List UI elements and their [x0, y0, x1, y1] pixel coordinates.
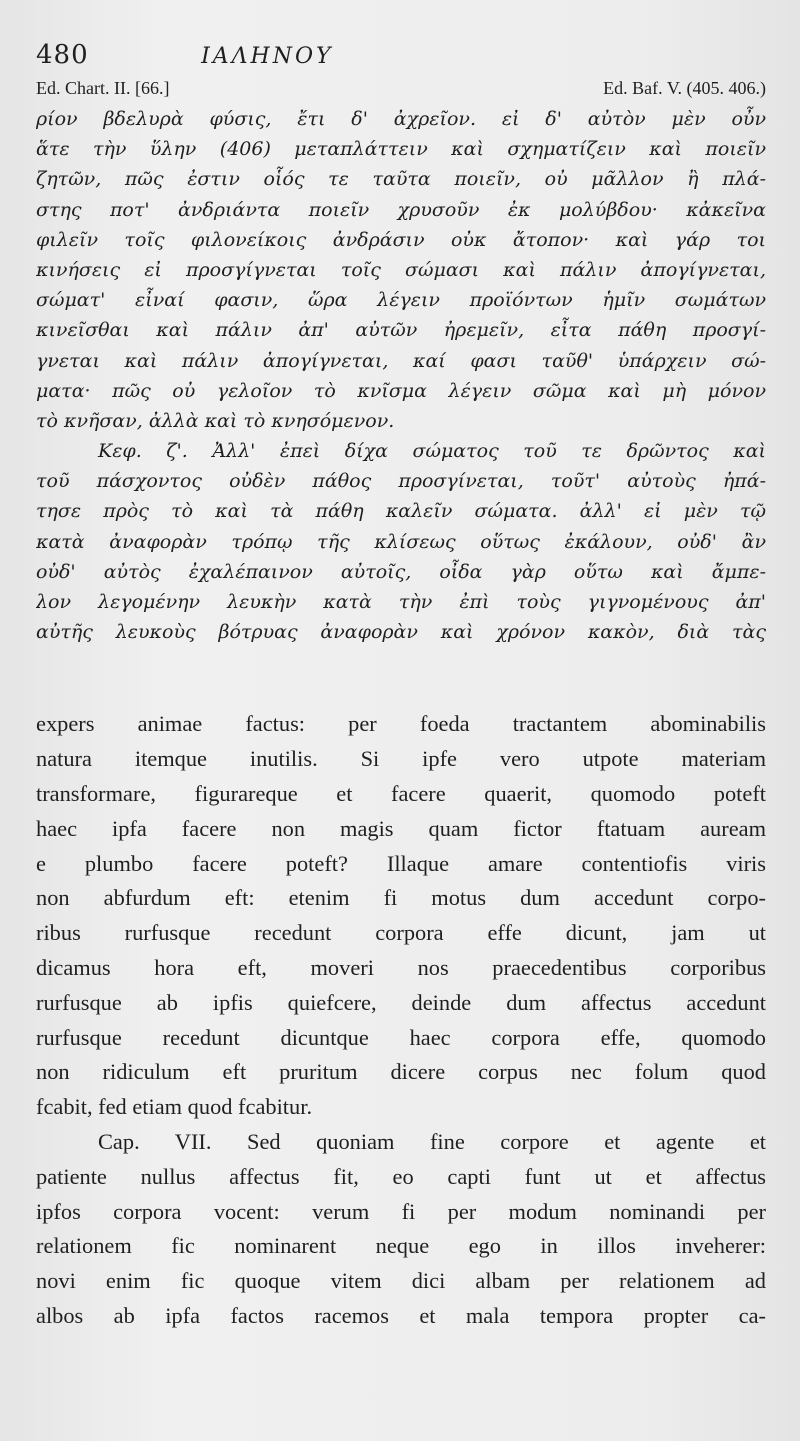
greek-line: ρίον βδελυρὰ φύσις, ἔτι δ' ἀχρεῖον. εἰ δ' αὐτὸν μὲν οὖν — [36, 108, 766, 130]
greek-line: αὐτῆς λευκοὺς βότρυας ἀναφορὰν καὶ χρόνον κακὸν, διὰ τὰς — [36, 621, 766, 644]
greek-chapter-heading-line: Κεφ. ζ'. Ἀλλ' ἐπεὶ δίχα σώματος τοῦ τε δρῶντος καὶ — [98, 440, 766, 463]
latin-line: fcabit, fed etiam quod fcabitur. — [36, 1094, 313, 1120]
latin-line: transformare, figurareque et facere quaerit, quomodo poteft — [36, 780, 766, 806]
greek-line: φιλεῖν τοῖς φιλονείκοις ἀνδράσιν οὐκ ἄτοπον· καὶ γάρ τοι — [36, 228, 766, 251]
latin-line: ribus rurfusque recedunt corpora effe dicunt, jam ut — [36, 920, 766, 946]
latin-line: e plumbo facere poteft? Illaque amare contentiofis viris — [36, 850, 766, 876]
greek-line: οὐδ' αὐτὸς ἐχαλέπαινον αὐτοῖς, οἶδα γὰρ οὕτω καὶ ἄμπε- — [36, 560, 766, 583]
latin-line: albos ab ipfa factos racemos et mala tempora propter ca- — [36, 1302, 766, 1328]
greek-text-block — [36, 104, 766, 647]
latin-line: expers animae factus: per foeda tractantem abominabilis — [36, 711, 766, 737]
greek-line: τὸ κνῆσαν, ἀλλὰ καὶ τὸ κνησόμενον. — [36, 409, 395, 432]
greek-line: σώματ' εἶναί φασιν, ὥρα λέγειν προϊόντων ἡμῖν σωμάτων — [36, 289, 766, 312]
edition-reference-right: Ed. Baf. V. (405. 406.) — [603, 78, 766, 98]
page-header — [36, 40, 766, 74]
latin-line: relationem fic nominarent neque ego in illos inveherer: — [36, 1233, 766, 1259]
greek-line: κινεῖσθαι καὶ πάλιν ἀπ' αὐτῶν ἠρεμεῖν, εἶτα πάθη προσγί- — [36, 319, 766, 342]
latin-line: patiente nullus affectus fit, eo capti funt ut et affectus — [36, 1163, 766, 1189]
greek-line: ἅτε τὴν ὕλην (406) μεταπλάττειν καὶ σχηματίζειν καὶ ποιεῖν — [36, 138, 766, 161]
edition-reference-left: Ed. Chart. II. [66.] — [36, 78, 170, 98]
greek-line: τησε πρὸς τὸ καὶ τὰ πάθη καλεῖν σώματα. ἀλλ' εἰ μὲν τῷ — [36, 500, 766, 523]
latin-text-block — [36, 707, 766, 1333]
latin-chapter-heading-line: Cap. VII. Sed quoniam fine corpore et agente et — [98, 1128, 766, 1154]
latin-line: dicamus hora eft, moveri nos praecedentibus corporibus — [36, 954, 766, 980]
page-number: 480 — [36, 40, 89, 70]
greek-line: κατὰ ἀναφορὰν τρόπῳ τῆς κλίσεως οὕτως ἐκάλουν, οὐδ' ἂν — [36, 530, 766, 553]
greek-line: λον λεγομένην λευκὴν κατὰ τὴν ἐπὶ τοὺς γιγνομένους ἀπ' — [36, 591, 766, 613]
edition-reference-line — [36, 78, 766, 102]
latin-line: rurfusque ab ipfis quiefcere, deinde dum affectus accedunt — [36, 989, 766, 1015]
greek-line: ματα· πῶς οὐ γελοῖον τὸ κνῖσμα λέγειν σῶμα καὶ μὴ μόνον — [36, 379, 766, 402]
latin-line: novi enim fic quoque vitem dici albam per relationem ad — [36, 1268, 766, 1294]
greek-line: τοῦ πάσχοντος οὐδὲν πάθος προσγίνεται, τοῦτ' αὐτοὺς ἠπά- — [36, 470, 766, 493]
latin-line: ipfos corpora vocent: verum fi per modum nominandi per — [36, 1198, 766, 1224]
greek-line: κινήσεις εἰ προσγίγνεται τοῖς σώμασι καὶ πάλιν ἀπογίγνεται, — [36, 258, 766, 281]
running-title: ΙΑΛΗΝΟΥ — [201, 44, 334, 69]
latin-line: haec ipfa facere non magis quam fictor ftatuam auream — [36, 815, 766, 841]
latin-line: non ridiculum eft pruritum dicere corpus nec folum quod — [36, 1059, 766, 1085]
latin-line: rurfusque recedunt dicuntque haec corpora effe, quomodo — [36, 1024, 766, 1050]
latin-line: natura itemque inutilis. Si ipfe vero utpote materiam — [36, 746, 766, 772]
greek-line: ζητῶν, πῶς ἐστιν οἷός τε ταῦτα ποιεῖν, οὐ μᾶλλον ἢ πλά- — [36, 168, 766, 191]
greek-line: γνεται καὶ πάλιν ἀπογίγνεται, καί φασι ταῦθ' ὑπάρχειν σώ- — [36, 349, 766, 372]
greek-line: στης ποτ' ἀνδριάντα ποιεῖν χρυσοῦν ἐκ μολύβδου· κἀκεῖνα — [36, 198, 766, 221]
latin-line: non abfurdum eft: etenim fi motus dum accedunt corpo- — [36, 885, 766, 911]
